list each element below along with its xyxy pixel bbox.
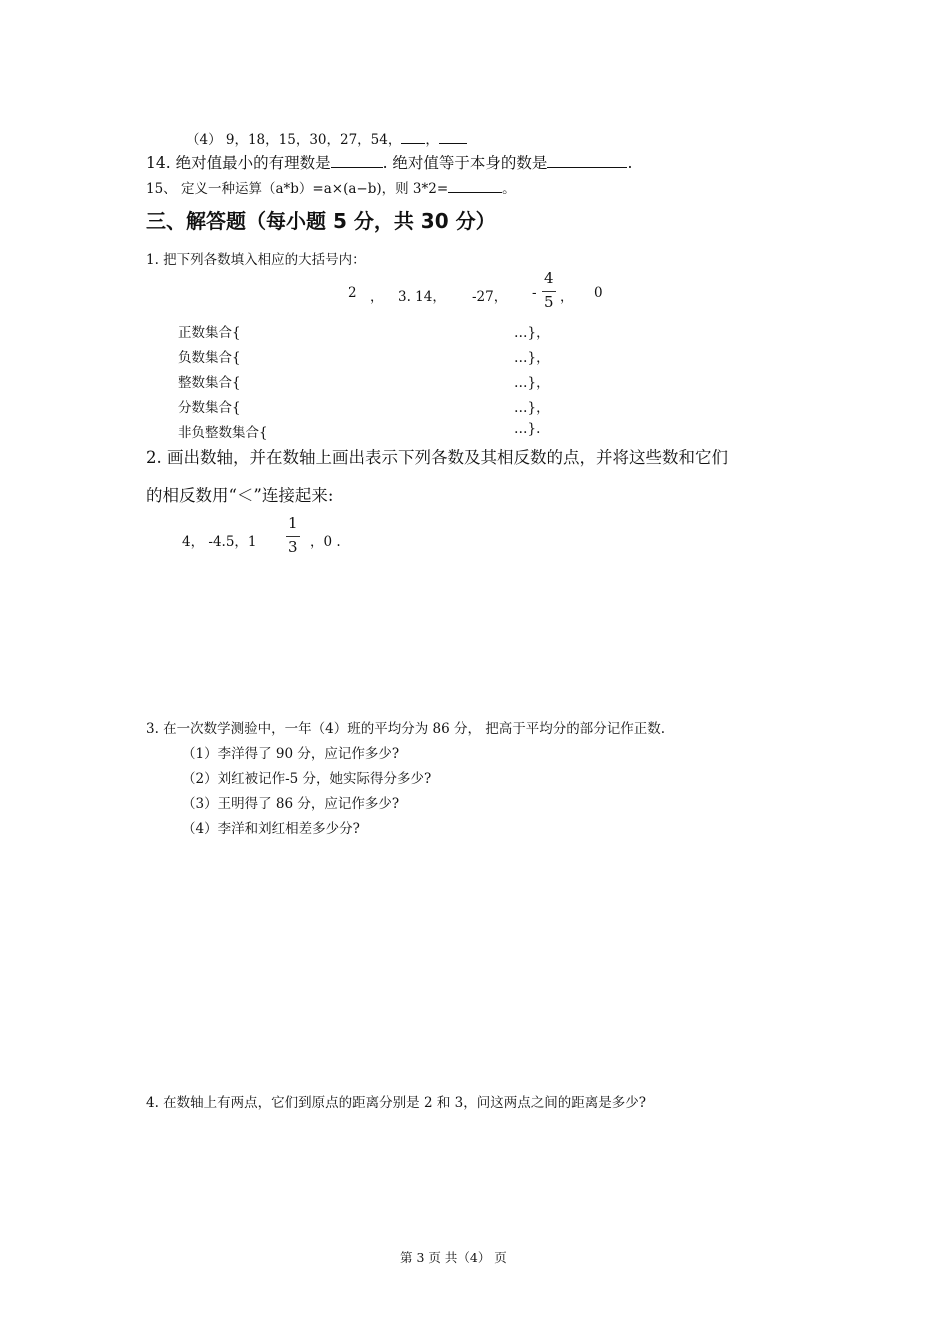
answer-blank xyxy=(448,178,502,193)
question-14-end: . xyxy=(627,154,633,172)
fraction-numerator: 1 xyxy=(288,514,298,532)
problem-3-sub: （1）李洋得了 90 分，应记作多少? xyxy=(182,746,400,762)
question-15-text: 15、 定义一种运算（a*b）=a×(a−b)，则 3*2= xyxy=(146,181,449,197)
set-end: …}， xyxy=(514,375,550,391)
question-15 xyxy=(146,177,516,197)
number-list-b: ，0 . xyxy=(310,534,341,550)
question-15-end: 。 xyxy=(502,181,516,197)
sequence-separator: ， xyxy=(425,132,439,148)
set-label: 分数集合{ xyxy=(178,400,241,416)
problem-3-sub: （2）刘红被记作-5 分，她实际得分多少? xyxy=(182,771,432,787)
sequence-text: （4） 9，18，15，30，27，54， xyxy=(186,132,402,148)
number-item: 0 xyxy=(594,285,603,301)
problem-1-prompt: 1. 把下列各数填入相应的大括号内： xyxy=(146,252,366,268)
answer-blank xyxy=(401,129,425,144)
set-end: …}， xyxy=(514,350,550,366)
problem-3-sub: （4）李洋和刘红相差多少分? xyxy=(182,821,360,837)
set-end: …}， xyxy=(514,325,550,341)
problem-2-line-2: 的相反数用“＜”连接起来: xyxy=(146,486,334,505)
number-separator: ， xyxy=(560,289,574,305)
sequence-question-4 xyxy=(186,128,467,148)
problem-2-numbers xyxy=(182,514,402,570)
section-heading: 三、解答题（每小题 5 分，共 30 分） xyxy=(146,209,496,233)
set-label: 非负整数集合{ xyxy=(178,425,268,441)
number-item: 2 xyxy=(348,285,357,301)
fraction-four-fifths xyxy=(542,269,556,315)
problem-3-prompt: 3. 在一次数学测验中，一年（4）班的平均分为 86 分， 把高于平均分的部分记作正数. xyxy=(146,721,666,737)
question-14 xyxy=(146,151,632,173)
page-footer: 第 3 页 共（4） 页 xyxy=(400,1250,507,1265)
answer-blank xyxy=(439,129,467,144)
number-list-a: 4， -4.5，1 xyxy=(182,534,257,550)
problem-4-prompt: 4. 在数轴上有两点，它们到原点的距离分别是 2 和 3，问这两点之间的距离是多少? xyxy=(146,1095,646,1111)
set-label: 整数集合{ xyxy=(178,375,241,391)
number-separator: ， xyxy=(370,289,384,305)
fraction-denominator: 3 xyxy=(288,538,298,556)
fraction-numerator: 4 xyxy=(544,269,554,287)
number-list xyxy=(348,269,618,325)
number-item: 3. 14， xyxy=(398,289,446,305)
question-14-text-b: . 绝对值等于本身的数是 xyxy=(382,154,548,172)
problem-3-sub: （3）王明得了 86 分，应记作多少? xyxy=(182,796,400,812)
set-label: 正数集合{ xyxy=(178,325,241,341)
problem-2-line-1: 2. 画出数轴，并在数轴上画出表示下列各数及其相反数的点，并将这些数和它们 xyxy=(146,448,728,467)
answer-blank xyxy=(331,153,383,168)
question-14-text-a: 14. 绝对值最小的有理数是 xyxy=(146,154,331,172)
set-end: …}. xyxy=(514,421,541,437)
answer-blank xyxy=(547,153,627,168)
number-item: -27， xyxy=(472,289,508,305)
set-label: 负数集合{ xyxy=(178,350,241,366)
minus-sign: - xyxy=(532,285,537,301)
set-end: …}， xyxy=(514,400,550,416)
fraction-denominator: 5 xyxy=(544,293,554,311)
fraction-one-third xyxy=(286,514,300,560)
